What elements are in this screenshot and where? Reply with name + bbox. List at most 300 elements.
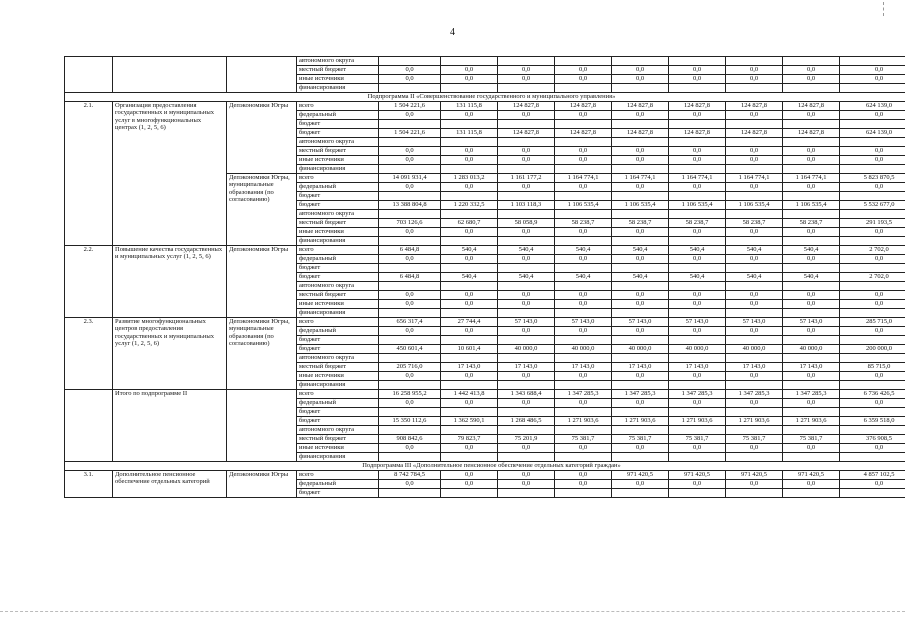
value-cell: 0,0 (840, 228, 905, 237)
value-cell: 908 842,6 (379, 435, 441, 444)
value-cell: 0,0 (379, 228, 441, 237)
table-row (65, 57, 905, 66)
value-cell (726, 354, 783, 363)
value-cell: 0,0 (441, 111, 498, 120)
value-cell: 0,0 (783, 66, 840, 75)
value-cell (783, 84, 840, 93)
value-cell: 1 164 774,1 (669, 174, 726, 183)
value-cell (498, 120, 555, 129)
source-cell: местный бюджет (297, 291, 379, 300)
value-cell: 40 000,0 (783, 345, 840, 354)
value-cell (669, 453, 726, 462)
value-cell: 0,0 (379, 147, 441, 156)
value-cell (498, 165, 555, 174)
value-cell: 57 143,0 (612, 318, 669, 327)
value-cell: 0,0 (669, 300, 726, 309)
value-cell: 540,4 (783, 246, 840, 255)
value-cell: 124 827,8 (555, 102, 612, 111)
value-cell: 1 106 535,4 (555, 201, 612, 210)
source-cell: иные источники (297, 156, 379, 165)
executor-cell: Депэкономики Югры, муниципальные образования (по согласованию) (227, 318, 297, 390)
value-cell: 0,0 (669, 327, 726, 336)
value-cell: 0,0 (840, 111, 905, 120)
value-cell: 2 702,0 (840, 273, 905, 282)
value-cell: 0,0 (726, 183, 783, 192)
source-cell: бюджет (297, 192, 379, 201)
value-cell: 57 143,0 (726, 318, 783, 327)
value-cell: 17 143,0 (498, 363, 555, 372)
value-cell: 1 271 903,6 (669, 417, 726, 426)
value-cell: 0,0 (379, 66, 441, 75)
source-cell: автономного округа (297, 138, 379, 147)
value-cell: 0,0 (612, 327, 669, 336)
value-cell: 57 143,0 (783, 318, 840, 327)
value-cell: 62 680,7 (441, 219, 498, 228)
value-cell: 58 238,7 (669, 219, 726, 228)
value-cell: 75 381,7 (783, 435, 840, 444)
value-cell: 0,0 (379, 75, 441, 84)
value-cell (498, 264, 555, 273)
source-cell: местный бюджет (297, 219, 379, 228)
value-cell (555, 336, 612, 345)
value-cell (726, 453, 783, 462)
source-cell: бюджет (297, 201, 379, 210)
value-cell (783, 354, 840, 363)
value-cell: 6 736 426,5 (840, 390, 905, 399)
value-cell: 1 268 486,5 (498, 417, 555, 426)
value-cell: 131 115,8 (441, 129, 498, 138)
value-cell: 40 000,0 (612, 345, 669, 354)
value-cell (441, 489, 498, 498)
value-cell (498, 138, 555, 147)
value-cell: 0,0 (840, 156, 905, 165)
source-cell: иные источники (297, 300, 379, 309)
value-cell: 0,0 (498, 327, 555, 336)
value-cell (840, 426, 905, 435)
value-cell: 1 106 535,4 (669, 201, 726, 210)
value-cell (840, 336, 905, 345)
value-cell: 0,0 (783, 300, 840, 309)
value-cell: 0,0 (379, 183, 441, 192)
value-cell (669, 138, 726, 147)
value-cell: 57 143,0 (669, 318, 726, 327)
value-cell (379, 138, 441, 147)
item-number: 2.2. (65, 246, 113, 318)
value-cell (840, 192, 905, 201)
value-cell (726, 84, 783, 93)
value-cell (379, 453, 441, 462)
value-cell (840, 309, 905, 318)
page-edge-mark (883, 2, 885, 16)
value-cell: 0,0 (379, 111, 441, 120)
source-cell: автономного округа (297, 57, 379, 66)
value-cell: 124 827,8 (669, 102, 726, 111)
value-cell (612, 354, 669, 363)
source-cell: иные источники (297, 444, 379, 453)
value-cell (726, 336, 783, 345)
source-cell: иные источники (297, 372, 379, 381)
source-cell: федеральный (297, 327, 379, 336)
value-cell (726, 165, 783, 174)
source-cell: бюджет (297, 417, 379, 426)
value-cell: 0,0 (783, 75, 840, 84)
value-cell (612, 408, 669, 417)
value-cell (379, 381, 441, 390)
source-cell: финансирования (297, 309, 379, 318)
budget-table (64, 56, 905, 498)
value-cell: 0,0 (669, 480, 726, 489)
value-cell (783, 264, 840, 273)
value-cell: 0,0 (726, 327, 783, 336)
source-cell: бюджет (297, 129, 379, 138)
source-cell: финансирования (297, 453, 379, 462)
value-cell: 0,0 (669, 228, 726, 237)
value-cell: 0,0 (379, 156, 441, 165)
value-cell (498, 336, 555, 345)
value-cell: 124 827,8 (612, 129, 669, 138)
value-cell: 0,0 (555, 66, 612, 75)
value-cell (441, 264, 498, 273)
value-cell: 540,4 (726, 273, 783, 282)
value-cell (379, 282, 441, 291)
value-cell (498, 237, 555, 246)
value-cell: 79 823,7 (441, 435, 498, 444)
source-cell: местный бюджет (297, 363, 379, 372)
value-cell (783, 138, 840, 147)
value-cell: 376 908,5 (840, 435, 905, 444)
value-cell: 0,0 (498, 300, 555, 309)
table-row (65, 102, 905, 111)
value-cell (783, 408, 840, 417)
value-cell (612, 489, 669, 498)
value-cell: 656 317,4 (379, 318, 441, 327)
value-cell: 8 742 784,5 (379, 471, 441, 480)
value-cell (612, 453, 669, 462)
value-cell: 124 827,8 (669, 129, 726, 138)
value-cell (555, 138, 612, 147)
value-cell (726, 282, 783, 291)
value-cell (840, 489, 905, 498)
value-cell: 0,0 (726, 399, 783, 408)
source-cell: всего (297, 246, 379, 255)
value-cell: 0,0 (379, 255, 441, 264)
value-cell: 4 857 102,5 (840, 471, 905, 480)
value-cell (840, 165, 905, 174)
value-cell: 540,4 (498, 246, 555, 255)
source-cell: бюджет (297, 336, 379, 345)
source-cell: всего (297, 471, 379, 480)
value-cell (669, 489, 726, 498)
value-cell (441, 210, 498, 219)
value-cell (612, 336, 669, 345)
value-cell: 0,0 (498, 372, 555, 381)
value-cell (441, 165, 498, 174)
subprogram-row (65, 93, 905, 102)
value-cell: 75 381,7 (669, 435, 726, 444)
value-cell: 0,0 (612, 156, 669, 165)
table-row (65, 471, 905, 480)
source-cell: бюджет (297, 489, 379, 498)
value-cell (498, 381, 555, 390)
value-cell: 0,0 (555, 291, 612, 300)
value-cell: 0,0 (441, 228, 498, 237)
value-cell: 0,0 (555, 111, 612, 120)
value-cell (726, 264, 783, 273)
value-cell (555, 264, 612, 273)
value-cell (498, 426, 555, 435)
value-cell: 1 106 535,4 (612, 201, 669, 210)
value-cell: 1 347 285,3 (669, 390, 726, 399)
total-label: Итого по подпрограмме II (113, 390, 227, 462)
value-cell (783, 57, 840, 66)
value-cell: 0,0 (726, 147, 783, 156)
value-cell (498, 84, 555, 93)
value-cell: 540,4 (612, 246, 669, 255)
value-cell: 0,0 (498, 147, 555, 156)
value-cell: 0,0 (379, 291, 441, 300)
value-cell (612, 309, 669, 318)
value-cell: 0,0 (555, 228, 612, 237)
value-cell (555, 84, 612, 93)
value-cell (498, 282, 555, 291)
value-cell (669, 210, 726, 219)
value-cell: 0,0 (441, 255, 498, 264)
value-cell (783, 453, 840, 462)
value-cell: 0,0 (783, 147, 840, 156)
subprogram-title: Подпрограмма II «Совершенствование государственного и муниципального управления» (65, 93, 905, 102)
value-cell (726, 120, 783, 129)
value-cell (441, 354, 498, 363)
value-cell: 0,0 (669, 147, 726, 156)
subprogram-title: Подпрограмма III «Дополнительное пенсионное обеспечение отдельных категорий граждан» (65, 462, 905, 471)
value-cell: 0,0 (555, 300, 612, 309)
value-cell (441, 309, 498, 318)
value-cell: 0,0 (669, 156, 726, 165)
value-cell (726, 138, 783, 147)
value-cell: 0,0 (726, 156, 783, 165)
value-cell: 0,0 (441, 399, 498, 408)
value-cell: 124 827,8 (783, 102, 840, 111)
value-cell: 17 143,0 (555, 363, 612, 372)
value-cell (669, 282, 726, 291)
value-cell: 540,4 (441, 246, 498, 255)
value-cell: 0,0 (612, 66, 669, 75)
source-cell: бюджет (297, 120, 379, 129)
value-cell: 0,0 (840, 444, 905, 453)
source-cell: бюджет (297, 273, 379, 282)
value-cell (498, 354, 555, 363)
value-cell (783, 165, 840, 174)
value-cell: 0,0 (783, 399, 840, 408)
value-cell: 0,0 (555, 156, 612, 165)
executor-cell (227, 57, 297, 93)
value-cell: 0,0 (726, 480, 783, 489)
value-cell (379, 165, 441, 174)
value-cell: 0,0 (379, 300, 441, 309)
value-cell (555, 489, 612, 498)
value-cell: 124 827,8 (498, 102, 555, 111)
value-cell: 0,0 (669, 111, 726, 120)
value-cell: 540,4 (669, 273, 726, 282)
value-cell: 0,0 (498, 228, 555, 237)
value-cell (726, 381, 783, 390)
value-cell (669, 426, 726, 435)
value-cell (379, 84, 441, 93)
value-cell: 5 532 677,0 (840, 201, 905, 210)
value-cell: 0,0 (555, 327, 612, 336)
value-cell: 0,0 (783, 228, 840, 237)
value-cell: 0,0 (498, 399, 555, 408)
value-cell: 0,0 (441, 156, 498, 165)
value-cell: 0,0 (441, 480, 498, 489)
value-cell: 10 601,4 (441, 345, 498, 354)
value-cell (555, 408, 612, 417)
value-cell: 58 238,7 (726, 219, 783, 228)
source-cell: финансирования (297, 381, 379, 390)
value-cell (783, 489, 840, 498)
value-cell (441, 408, 498, 417)
value-cell: 2 702,0 (840, 246, 905, 255)
value-cell: 57 143,0 (555, 318, 612, 327)
value-cell: 0,0 (726, 300, 783, 309)
source-cell: местный бюджет (297, 147, 379, 156)
value-cell (612, 120, 669, 129)
value-cell: 540,4 (441, 273, 498, 282)
value-cell: 971 420,5 (669, 471, 726, 480)
value-cell: 1 271 903,6 (612, 417, 669, 426)
value-cell (555, 57, 612, 66)
value-cell: 85 715,0 (840, 363, 905, 372)
value-cell (840, 138, 905, 147)
item-number: 2.3. (65, 318, 113, 390)
source-cell: федеральный (297, 399, 379, 408)
value-cell: 1 271 903,6 (555, 417, 612, 426)
value-cell (783, 210, 840, 219)
value-cell: 75 381,7 (726, 435, 783, 444)
value-cell (498, 453, 555, 462)
value-cell (379, 237, 441, 246)
value-cell (783, 282, 840, 291)
value-cell: 0,0 (612, 183, 669, 192)
source-cell: бюджет (297, 264, 379, 273)
value-cell (783, 336, 840, 345)
value-cell: 0,0 (840, 327, 905, 336)
value-cell: 971 420,5 (726, 471, 783, 480)
value-cell (441, 282, 498, 291)
value-cell: 14 091 931,4 (379, 174, 441, 183)
value-cell: 13 388 804,8 (379, 201, 441, 210)
table-row (65, 318, 905, 327)
source-cell: всего (297, 174, 379, 183)
value-cell (840, 354, 905, 363)
value-cell (379, 309, 441, 318)
value-cell: 57 143,0 (498, 318, 555, 327)
value-cell (612, 192, 669, 201)
value-cell (441, 57, 498, 66)
value-cell: 0,0 (669, 399, 726, 408)
value-cell (612, 264, 669, 273)
value-cell: 0,0 (726, 255, 783, 264)
value-cell: 40 000,0 (555, 345, 612, 354)
value-cell: 0,0 (669, 444, 726, 453)
value-cell: 0,0 (555, 372, 612, 381)
value-cell: 5 823 870,5 (840, 174, 905, 183)
executor-cell (227, 390, 297, 462)
value-cell: 0,0 (555, 480, 612, 489)
value-cell: 0,0 (379, 327, 441, 336)
subprogram-row (65, 462, 905, 471)
value-cell (379, 264, 441, 273)
page-number: 4 (450, 27, 455, 38)
value-cell: 0,0 (379, 444, 441, 453)
value-cell (783, 120, 840, 129)
value-cell: 0,0 (441, 327, 498, 336)
value-cell: 0,0 (669, 75, 726, 84)
value-cell: 624 139,0 (840, 102, 905, 111)
value-cell: 0,0 (441, 471, 498, 480)
value-cell (669, 336, 726, 345)
source-cell: финансирования (297, 84, 379, 93)
value-cell: 75 201,9 (498, 435, 555, 444)
value-cell: 124 827,8 (726, 129, 783, 138)
value-cell (441, 426, 498, 435)
value-cell (498, 408, 555, 417)
value-cell: 40 000,0 (726, 345, 783, 354)
value-cell: 0,0 (840, 255, 905, 264)
value-cell: 0,0 (612, 228, 669, 237)
source-cell: всего (297, 318, 379, 327)
source-cell: финансирования (297, 165, 379, 174)
value-cell: 1 271 903,6 (726, 417, 783, 426)
value-cell: 0,0 (498, 183, 555, 192)
value-cell: 0,0 (441, 372, 498, 381)
source-cell: автономного округа (297, 210, 379, 219)
source-cell: федеральный (297, 255, 379, 264)
value-cell (726, 192, 783, 201)
source-cell: федеральный (297, 480, 379, 489)
value-cell: 0,0 (612, 255, 669, 264)
value-cell (840, 237, 905, 246)
value-cell (379, 354, 441, 363)
value-cell: 0,0 (840, 372, 905, 381)
value-cell (840, 453, 905, 462)
value-cell: 124 827,8 (783, 129, 840, 138)
value-cell: 540,4 (498, 273, 555, 282)
value-cell: 1 362 590,1 (441, 417, 498, 426)
value-cell: 540,4 (783, 273, 840, 282)
value-cell: 0,0 (783, 444, 840, 453)
source-cell: финансирования (297, 237, 379, 246)
value-cell: 0,0 (441, 444, 498, 453)
value-cell: 17 143,0 (783, 363, 840, 372)
value-cell: 16 258 955,2 (379, 390, 441, 399)
source-cell: федеральный (297, 183, 379, 192)
value-cell: 17 143,0 (669, 363, 726, 372)
value-cell: 0,0 (498, 156, 555, 165)
source-cell: федеральный (297, 111, 379, 120)
value-cell (498, 309, 555, 318)
value-cell (669, 165, 726, 174)
value-cell (441, 453, 498, 462)
value-cell: 0,0 (379, 480, 441, 489)
value-cell (726, 57, 783, 66)
value-cell (555, 309, 612, 318)
value-cell (840, 210, 905, 219)
value-cell (441, 138, 498, 147)
value-cell: 1 283 013,2 (441, 174, 498, 183)
value-cell: 0,0 (783, 183, 840, 192)
value-cell: 0,0 (498, 111, 555, 120)
